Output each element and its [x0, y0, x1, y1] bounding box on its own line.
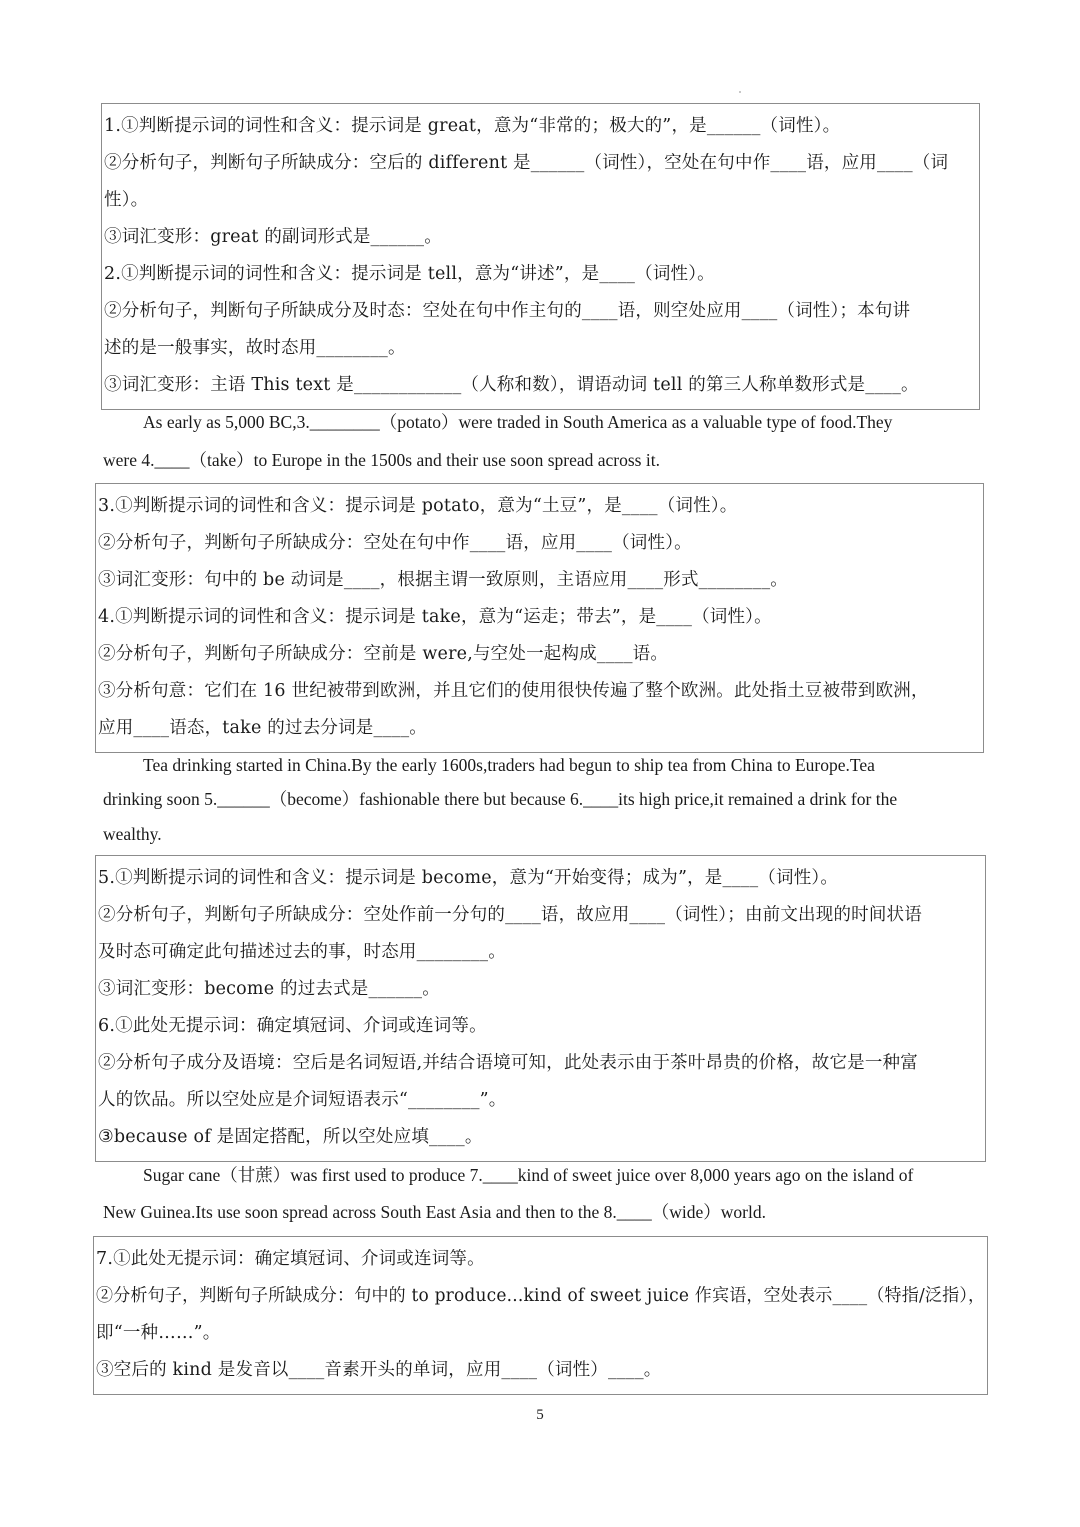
- passage-line: As early as 5,000 BC,3.________（potato）were traded in South America as a valuable type of food.They: [143, 412, 893, 432]
- box-line: ②分析句子，判断句子所缺成分及时态：空处在句中作主句的____语，则空处应用____（词性）；本句讲: [104, 301, 911, 321]
- passage-line: New Guinea.Its use soon spread across South East Asia and then to the 8.____（wide）world.: [103, 1202, 766, 1222]
- box-line: 3.①判断提示词的词性和含义：提示词是 potato，意为“土豆”，是____（词性）。: [98, 496, 738, 516]
- page-number: 5: [536, 1407, 544, 1423]
- box-line: 应用____语态，take 的过去分词是____。: [98, 718, 427, 738]
- box-line: ②分析句子，判断句子所缺成分：句中的 to produce...kind of sweet juice 作宾语，空处表示____（特指/泛指），: [96, 1286, 986, 1306]
- box-line: 5.①判断提示词的词性和含义：提示词是 become，意为“开始变得；成为”，是____（词性）。: [98, 868, 839, 888]
- passage-line: were 4.____（take）to Europe in the 1500s and their use soon spread across it.: [103, 450, 660, 470]
- box-line: ③词汇变形：great 的副词形式是______。: [104, 227, 442, 247]
- box-line: 及时态可确定此句描述过去的事，时态用________。: [98, 942, 506, 962]
- box-line: 述的是一般事实，故时态用________。: [104, 338, 406, 358]
- box-line: ②分析句子成分及语境：空后是名词短语,并结合语境可知，此处表示由于茶叶昂贵的价格，故它是一种富: [98, 1053, 918, 1073]
- box-line: ③分析句意：它们在 16 世纪被带到欧洲，并且它们的使用很快传遍了整个欧洲。此处指土豆被带到欧洲，: [98, 681, 929, 701]
- box-line: ②分析句子，判断句子所缺成分：空后的 different 是______（词性），空处在句中作____语，应用____（词: [104, 153, 949, 173]
- box-line: ③because of 是固定搭配，所以空处应填____。: [98, 1127, 483, 1147]
- box-line: 7.①此处无提示词：确定填冠词、介词或连词等。: [96, 1249, 485, 1269]
- box-line: ③词汇变形：句中的 be 动词是____，根据主谓一致原则，主语应用____形式________。: [98, 570, 788, 590]
- box-line: 1.①判断提示词的词性和含义：提示词是 great，意为“非常的；极大的”，是______（词性）。: [104, 116, 841, 136]
- question-box-7: [93, 1236, 988, 1395]
- question-box-3-4: [95, 483, 984, 753]
- box-line: ②分析句子，判断句子所缺成分：空前是 were,与空处一起构成____语。: [98, 644, 669, 664]
- box-line: ②分析句子，判断句子所缺成分：空处作前一分句的____语，故应用____（词性）；由前文出现的时间状语: [98, 905, 922, 925]
- box-line: ③词汇变形：become 的过去式是______。: [98, 979, 440, 999]
- passage-line: Sugar cane（甘蔗）was first used to produce 7.____kind of sweet juice over 8,000 years ago on the island of: [143, 1165, 914, 1185]
- question-box-1-2: [101, 103, 980, 410]
- box-line: 性）。: [104, 190, 149, 210]
- scan-dot: [739, 91, 741, 93]
- box-line: 6.①此处无提示词：确定填冠词、介词或连词等。: [98, 1016, 487, 1036]
- question-box-5-6: [95, 855, 986, 1162]
- box-line: 即“一种……”。: [96, 1323, 221, 1343]
- box-line: ③词汇变形：主语 This text 是____________（人称和数），谓语动词 tell 的第三人称单数形式是____。: [104, 375, 919, 395]
- passage-line: wealthy.: [103, 824, 162, 844]
- box-line: ②分析句子，判断句子所缺成分：空处在句中作____语，应用____（词性）。: [98, 533, 692, 553]
- passage-line: drinking soon 5.______（become）fashionable there but because 6.____its high price,it remained a drink for the: [103, 789, 898, 809]
- box-line: ③空后的 kind 是发音以____音素开头的单词，应用____（词性）____。: [96, 1360, 662, 1380]
- box-line: 4.①判断提示词的词性和含义：提示词是 take，意为“运走；带去”，是____（词性）。: [98, 607, 772, 627]
- box-line: 人的饮品。所以空处应是介词短语表示“________”。: [98, 1090, 507, 1110]
- passage-line: Tea drinking started in China.By the early 1600s,traders had begun to ship tea from China to Europe.Tea: [143, 755, 875, 775]
- box-line: 2.①判断提示词的词性和含义：提示词是 tell，意为“讲述”，是____（词性）。: [104, 264, 715, 284]
